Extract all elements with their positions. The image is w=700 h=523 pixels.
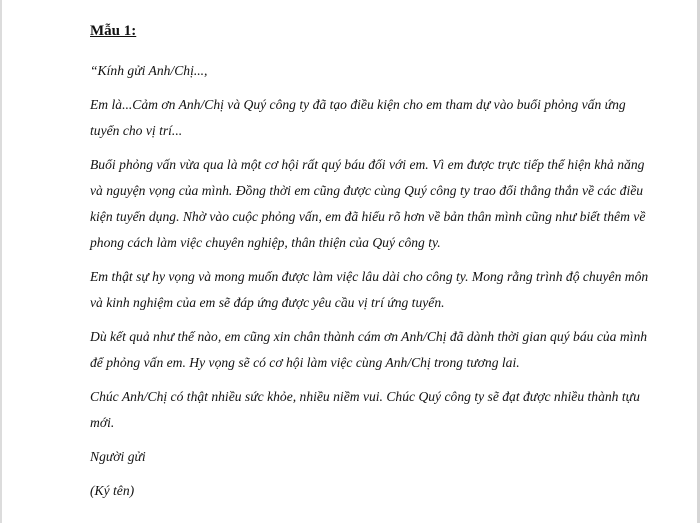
letter-body xyxy=(90,58,650,512)
paragraph-thanks: Dù kết quả như thế nào, em cũng xin chân thành cám ơn Anh/Chị đã dành thời gian quý báu của mình để phỏng vấn em. Hy vọng sẽ có cơ hội làm việc cùng Anh/Chị trong tương lai. xyxy=(90,329,648,370)
paragraph-wishes: Chúc Anh/Chị có thật nhiều sức khỏe, nhiều niềm vui. Chúc Quý công ty sẽ đạt được nhiều thành tựu mới. xyxy=(90,389,640,430)
document-heading: Mẫu 1: xyxy=(90,23,137,39)
salutation: “Kính gửi Anh/Chị..., xyxy=(90,63,208,78)
signature-note: (Ký tên) xyxy=(90,483,135,498)
paragraph-interview: Buổi phỏng vấn vừa qua là một cơ hội rất quý báu đối với em. Vì em được trực tiếp thể hiện khả năng và nguyện vọng của mình. Đồng thời em cũng được cùng Quý công ty trao đổi thẳng thắn về các điều kiện tuyển dụng. Nhờ vào cuộc phỏng vấn, em đã hiểu rõ hơn về bản thân mình cũng như biết thêm về phong cách làm việc chuyên nghiệp, thân thiện của Quý công ty. xyxy=(90,157,646,250)
paragraph-hope: Em thật sự hy vọng và mong muốn được làm việc lâu dài cho công ty. Mong rằng trình độ chuyên môn và kinh nghiệm của em sẽ đáp ứng được yêu cầu vị trí ứng tuyển. xyxy=(90,269,649,310)
paragraph-intro: Em là...Cảm ơn Anh/Chị và Quý công ty đã tạo điều kiện cho em tham dự vào buổi phỏng vấn ứng tuyển cho vị trí... xyxy=(90,97,626,138)
sender-label: Người gửi xyxy=(90,449,146,464)
